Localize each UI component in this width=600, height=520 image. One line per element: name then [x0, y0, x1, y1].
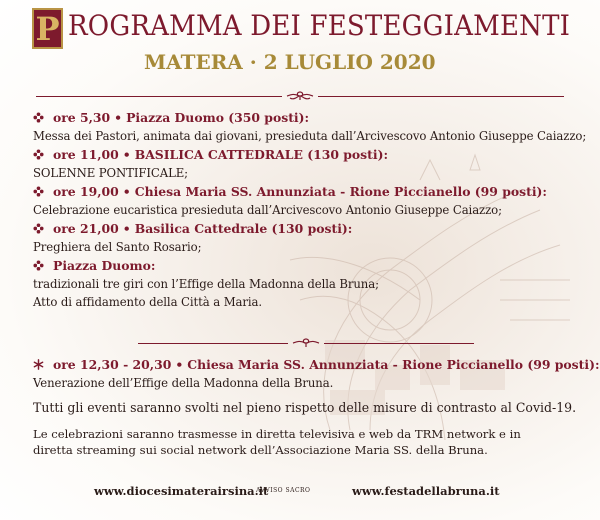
logo-letter: P [35, 9, 60, 48]
separator-dot: • [122, 184, 131, 199]
separator-dot: • [114, 110, 123, 125]
event-heading [33, 182, 578, 201]
festival-website-link[interactable]: www.festadellabruna.it [352, 484, 500, 498]
event-heading [33, 145, 578, 164]
floral-ornament-icon [33, 223, 44, 234]
event-item [33, 145, 578, 182]
separator-dot: • [122, 147, 131, 162]
floral-ornament-icon [33, 112, 44, 123]
notice-label: AVVISO SACRO [256, 487, 311, 494]
event-place: BASILICA CATTEDRALE (130 posti): [134, 147, 389, 162]
event-item [33, 182, 578, 219]
events-list [33, 108, 587, 311]
event-description: Messa dei Pastori, animata dai giovani, presieduta dall’Arcivescovo Antonio Giuseppe Caiazzo; [33, 129, 587, 143]
covid-notice: Tutti gli eventi saranno svolti nel pieno rispetto delle misure di contrasto al Covid-19. [33, 401, 577, 416]
event-description: Preghiera del Santo Rosario; [33, 240, 202, 254]
asterisk-icon [33, 359, 44, 370]
event-heading [33, 256, 578, 275]
page-subtitle: MATERA · 2 LUGLIO 2020 [144, 50, 436, 74]
event-description: Celebrazione eucaristica presieduta dall’Arcivescovo Antonio Giuseppe Caiazzo; [33, 203, 502, 217]
middle-divider-left [138, 343, 288, 344]
separator-dot: • [122, 221, 131, 236]
floral-divider-icon [284, 89, 316, 103]
floral-divider-icon [290, 336, 322, 350]
separator-dot: • [175, 357, 184, 372]
event-heading [33, 219, 578, 238]
floral-ornament-icon [33, 260, 44, 271]
event-time: ore 5,30 [53, 110, 111, 125]
special-event-place: Chiesa Maria SS. Annunziata - Rione Piccianello (99 posti): [187, 357, 600, 372]
event-place: Basilica Cattedrale (130 posti): [134, 221, 353, 236]
event-item [33, 219, 578, 256]
event-time: ore 19,00 [53, 184, 119, 199]
special-event-heading [33, 355, 600, 374]
broadcast-info: Le celebrazioni saranno trasmesse in diretta televisiva e web da TRM network e in diretta streaming sui social network dell’Associazione Maria SS. della Bruna. [33, 427, 521, 457]
event-description: Atto di affidamento della Città a Maria. [33, 295, 263, 309]
floral-ornament-icon [33, 186, 44, 197]
event-item [33, 256, 578, 311]
event-place: Piazza Duomo (350 posti): [126, 110, 310, 125]
event-time: ore 11,00 [53, 147, 119, 162]
event-description: tradizionali tre giri con l’Effige della Madonna della Bruna; [33, 277, 379, 291]
middle-divider-right [324, 343, 474, 344]
special-event-description: Venerazione dell’Effige della Madonna della Bruna. [33, 376, 334, 390]
event-place: Piazza Duomo: [53, 258, 156, 273]
bottom-section [33, 355, 600, 458]
event-time: ore 21,00 [53, 221, 119, 236]
floral-ornament-icon [33, 149, 44, 160]
top-divider-right [318, 96, 564, 97]
page-title: ROGRAMMA DEI FESTEGGIAMENTI [68, 9, 571, 42]
logo-initial [32, 8, 63, 49]
diocese-website-link[interactable]: www.diocesimaterairsina.it [94, 484, 269, 498]
event-item [33, 108, 587, 145]
event-place: Chiesa Maria SS. Annunziata - Rione Piccianello (99 posti): [134, 184, 547, 199]
event-description: SOLENNE PONTIFICALE; [33, 166, 189, 180]
event-heading [33, 108, 578, 127]
special-event-time: ore 12,30 - 20,30 [53, 357, 172, 372]
top-divider-left [36, 96, 282, 97]
